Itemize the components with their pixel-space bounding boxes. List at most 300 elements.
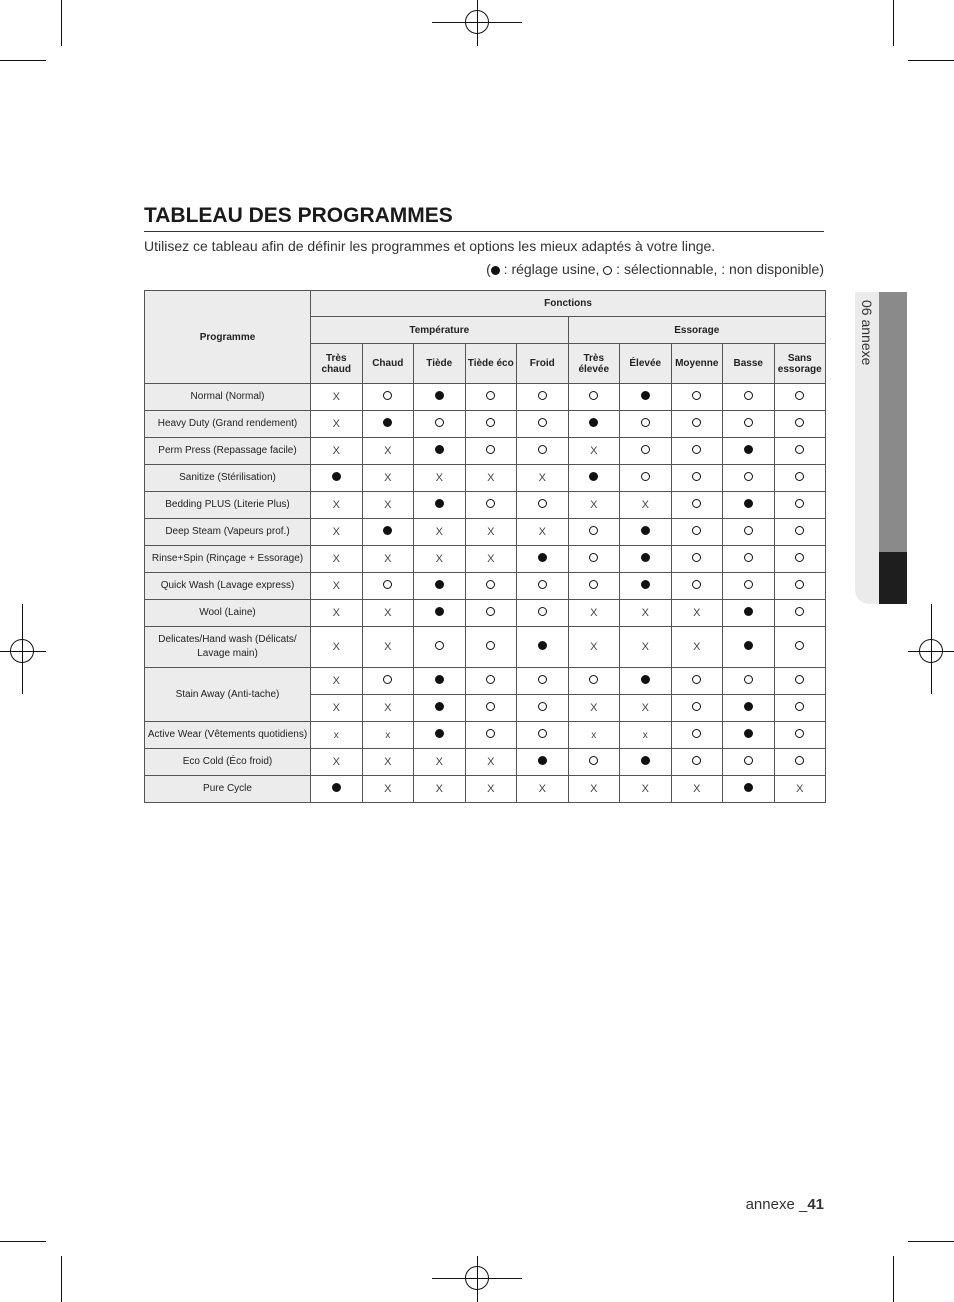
table-row — [145, 573, 826, 600]
option-cell — [671, 695, 723, 722]
option-cell — [311, 465, 363, 492]
option-cell — [671, 668, 723, 695]
option-cell — [671, 627, 723, 668]
cross-mark: X — [332, 675, 340, 687]
header-temp-col: Froid — [517, 344, 569, 384]
cross-mark: X — [384, 472, 392, 484]
open-circle-icon — [795, 756, 804, 765]
programme-name: Heavy Duty (Grand rendement) — [145, 411, 311, 438]
option-cell — [671, 492, 723, 519]
option-cell — [723, 411, 775, 438]
side-tab-marker — [879, 552, 907, 604]
option-cell — [362, 776, 414, 803]
filled-circle-icon — [744, 702, 753, 711]
option-cell — [620, 695, 672, 722]
crop-mark — [0, 60, 46, 61]
programme-name: Quick Wash (Lavage express) — [145, 573, 311, 600]
filled-circle-icon — [641, 526, 650, 535]
option-cell — [671, 600, 723, 627]
programme-name: Stain Away (Anti-tache) — [145, 668, 311, 722]
open-circle-icon — [641, 445, 650, 454]
cross-mark: x — [642, 729, 648, 741]
option-cell — [517, 600, 569, 627]
option-cell — [774, 546, 826, 573]
open-circle-icon — [692, 702, 701, 711]
open-circle-icon — [692, 499, 701, 508]
option-cell — [723, 573, 775, 600]
option-cell — [620, 627, 672, 668]
option-cell — [774, 573, 826, 600]
legend-default-label: : réglage usine, — [499, 261, 604, 277]
option-cell — [517, 776, 569, 803]
filled-circle-icon — [538, 553, 547, 562]
cross-mark: X — [487, 553, 495, 565]
programme-name: Deep Steam (Vapeurs prof.) — [145, 519, 311, 546]
cross-mark: X — [384, 499, 392, 511]
registration-mark — [465, 1266, 489, 1290]
header-spin-col: Moyenne — [671, 344, 723, 384]
programme-name: Delicates/Hand wash (Délicats/ Lavage main) — [145, 627, 311, 668]
cross-mark: x — [385, 729, 391, 741]
open-circle-icon — [692, 553, 701, 562]
programme-name: Sanitize (Stérilisation) — [145, 465, 311, 492]
header-temperature: Température — [311, 317, 569, 344]
filled-circle-icon — [744, 607, 753, 616]
filled-circle-icon — [538, 756, 547, 765]
page-number: 41 — [807, 1196, 824, 1213]
intro-text: Utilisez ce tableau afin de définir les programmes et options les mieux adaptés à votre linge. — [144, 238, 716, 254]
option-cell — [465, 627, 517, 668]
option-cell — [568, 519, 620, 546]
option-cell — [465, 600, 517, 627]
cross-mark: X — [693, 641, 701, 653]
option-cell — [414, 465, 466, 492]
option-cell — [723, 749, 775, 776]
header-temp-col: Très chaud — [311, 344, 363, 384]
open-circle-icon — [744, 553, 753, 562]
open-circle-icon — [538, 729, 547, 738]
cross-mark: X — [332, 553, 340, 565]
option-cell — [774, 668, 826, 695]
open-circle-icon — [795, 675, 804, 684]
open-circle-icon — [383, 580, 392, 589]
open-circle-icon — [692, 729, 701, 738]
option-cell — [414, 546, 466, 573]
side-tab-bar — [879, 292, 907, 552]
option-cell — [311, 438, 363, 465]
open-circle-icon — [692, 675, 701, 684]
crop-mark — [908, 1241, 954, 1242]
header-spin-col: Élevée — [620, 344, 672, 384]
open-circle-icon — [538, 702, 547, 711]
open-circle-icon — [692, 526, 701, 535]
open-circle-icon — [589, 675, 598, 684]
open-circle-icon — [692, 445, 701, 454]
table-row — [145, 438, 826, 465]
option-cell — [774, 492, 826, 519]
table-row — [145, 519, 826, 546]
option-cell — [723, 600, 775, 627]
option-cell — [774, 627, 826, 668]
option-cell — [568, 411, 620, 438]
option-cell — [620, 492, 672, 519]
open-circle-icon — [538, 607, 547, 616]
open-circle-icon — [795, 526, 804, 535]
open-circle-icon — [744, 756, 753, 765]
option-cell — [517, 411, 569, 438]
registration-mark — [10, 639, 34, 663]
open-circle-icon — [538, 391, 547, 400]
option-cell — [362, 749, 414, 776]
option-cell — [414, 600, 466, 627]
option-cell — [620, 600, 672, 627]
option-cell — [620, 411, 672, 438]
option-cell — [671, 722, 723, 749]
option-cell — [311, 627, 363, 668]
option-cell — [311, 600, 363, 627]
filled-circle-icon — [589, 418, 598, 427]
option-cell — [414, 519, 466, 546]
programme-table — [144, 290, 826, 803]
cross-mark: X — [332, 580, 340, 592]
cross-mark: X — [332, 445, 340, 457]
option-cell — [465, 546, 517, 573]
cross-mark: X — [487, 783, 495, 795]
option-cell — [362, 384, 414, 411]
option-cell — [465, 438, 517, 465]
open-circle-icon — [641, 418, 650, 427]
option-cell — [362, 627, 414, 668]
open-circle-icon — [486, 445, 495, 454]
cross-mark: X — [590, 499, 598, 511]
cross-mark: X — [590, 607, 598, 619]
cross-mark: X — [435, 553, 443, 565]
cross-mark: X — [693, 783, 701, 795]
option-cell — [362, 573, 414, 600]
option-cell — [465, 695, 517, 722]
cross-mark: X — [590, 641, 598, 653]
cross-mark: X — [693, 607, 701, 619]
option-cell — [414, 749, 466, 776]
option-cell — [723, 519, 775, 546]
option-cell — [414, 384, 466, 411]
cross-mark: X — [435, 472, 443, 484]
option-cell — [362, 722, 414, 749]
option-cell — [517, 749, 569, 776]
programme-name: Wool (Laine) — [145, 600, 311, 627]
table-row — [145, 411, 826, 438]
option-cell — [620, 384, 672, 411]
filled-circle-icon — [538, 641, 547, 650]
header-temp-col: Tiède — [414, 344, 466, 384]
cross-mark: X — [641, 783, 649, 795]
cross-mark: X — [487, 756, 495, 768]
filled-circle-icon — [641, 580, 650, 589]
crop-mark — [61, 1256, 62, 1302]
option-cell — [311, 695, 363, 722]
cross-mark: X — [487, 472, 495, 484]
cross-mark: X — [641, 499, 649, 511]
cross-mark: X — [332, 526, 340, 538]
option-cell — [465, 411, 517, 438]
option-cell — [774, 438, 826, 465]
open-circle-icon — [486, 499, 495, 508]
open-circle-icon — [538, 580, 547, 589]
option-cell — [465, 573, 517, 600]
option-cell — [414, 492, 466, 519]
header-temp-col: Chaud — [362, 344, 414, 384]
option-cell — [671, 384, 723, 411]
open-circle-icon — [486, 729, 495, 738]
option-cell — [723, 695, 775, 722]
open-circle-icon — [744, 675, 753, 684]
open-circle-icon — [795, 553, 804, 562]
footer-prefix: annexe _ — [745, 1196, 808, 1213]
option-cell — [465, 465, 517, 492]
option-cell — [723, 492, 775, 519]
option-cell — [723, 776, 775, 803]
open-circle-icon — [795, 641, 804, 650]
open-circle-icon — [641, 472, 650, 481]
table-row — [145, 465, 826, 492]
option-cell — [414, 668, 466, 695]
open-circle-icon — [486, 391, 495, 400]
option-cell — [311, 776, 363, 803]
option-cell — [362, 695, 414, 722]
option-cell — [414, 695, 466, 722]
option-cell — [774, 722, 826, 749]
filled-circle-icon — [744, 499, 753, 508]
option-cell — [568, 668, 620, 695]
filled-circle-icon — [435, 391, 444, 400]
option-cell — [517, 627, 569, 668]
programme-table-body — [145, 384, 826, 803]
open-circle-icon — [603, 266, 612, 275]
open-circle-icon — [795, 472, 804, 481]
filled-circle-icon — [332, 783, 341, 792]
open-circle-icon — [589, 391, 598, 400]
open-circle-icon — [744, 391, 753, 400]
option-cell — [465, 722, 517, 749]
header-spin-col: Très élevée — [568, 344, 620, 384]
option-cell — [568, 384, 620, 411]
open-circle-icon — [692, 580, 701, 589]
open-circle-icon — [589, 580, 598, 589]
open-circle-icon — [589, 756, 598, 765]
option-cell — [362, 465, 414, 492]
cross-mark: X — [332, 418, 340, 430]
filled-circle-icon — [744, 445, 753, 454]
option-cell — [723, 668, 775, 695]
cross-mark: X — [435, 526, 443, 538]
cross-mark: X — [384, 702, 392, 714]
cross-mark: x — [333, 729, 339, 741]
open-circle-icon — [692, 472, 701, 481]
option-cell — [723, 384, 775, 411]
open-circle-icon — [486, 418, 495, 427]
filled-circle-icon — [641, 756, 650, 765]
cross-mark: X — [590, 783, 598, 795]
open-circle-icon — [383, 391, 392, 400]
open-circle-icon — [795, 445, 804, 454]
open-circle-icon — [486, 675, 495, 684]
cross-mark: X — [332, 607, 340, 619]
cross-mark: X — [435, 756, 443, 768]
filled-circle-icon — [332, 472, 341, 481]
section-side-tab — [855, 292, 907, 604]
option-cell — [568, 465, 620, 492]
filled-circle-icon — [744, 641, 753, 650]
table-row — [145, 776, 826, 803]
option-cell — [568, 438, 620, 465]
option-cell — [671, 749, 723, 776]
option-cell — [774, 776, 826, 803]
option-cell — [465, 492, 517, 519]
filled-circle-icon — [641, 391, 650, 400]
cross-mark: X — [332, 702, 340, 714]
open-circle-icon — [486, 607, 495, 616]
option-cell — [620, 546, 672, 573]
option-cell — [517, 722, 569, 749]
option-cell — [671, 546, 723, 573]
programme-name: Eco Cold (Éco froid) — [145, 749, 311, 776]
option-cell — [620, 776, 672, 803]
filled-circle-icon — [744, 783, 753, 792]
header-functions: Fonctions — [311, 291, 826, 317]
option-cell — [517, 695, 569, 722]
open-circle-icon — [538, 675, 547, 684]
option-cell — [723, 627, 775, 668]
cross-mark: X — [384, 783, 392, 795]
option-cell — [414, 573, 466, 600]
filled-circle-icon — [589, 472, 598, 481]
header-programme: Programme — [145, 291, 311, 384]
table-row — [145, 492, 826, 519]
option-cell — [311, 546, 363, 573]
cross-mark: X — [384, 641, 392, 653]
option-cell — [517, 546, 569, 573]
option-cell — [723, 465, 775, 492]
option-cell — [465, 384, 517, 411]
option-cell — [671, 438, 723, 465]
option-cell — [362, 438, 414, 465]
header-temp-col: Tiède éco — [465, 344, 517, 384]
option-cell — [774, 600, 826, 627]
filled-circle-icon — [383, 418, 392, 427]
cross-mark: X — [590, 445, 598, 457]
cross-mark: X — [796, 783, 804, 795]
option-cell — [311, 749, 363, 776]
open-circle-icon — [744, 472, 753, 481]
table-row — [145, 722, 826, 749]
option-cell — [671, 465, 723, 492]
option-cell — [414, 438, 466, 465]
option-cell — [517, 573, 569, 600]
header-spin-col: Sans essorage — [774, 344, 826, 384]
filled-circle-icon — [435, 607, 444, 616]
filled-circle-icon — [435, 675, 444, 684]
table-row — [145, 384, 826, 411]
option-cell — [774, 465, 826, 492]
option-cell — [414, 411, 466, 438]
option-cell — [311, 573, 363, 600]
open-circle-icon — [795, 607, 804, 616]
option-cell — [311, 411, 363, 438]
open-circle-icon — [435, 641, 444, 650]
option-cell — [671, 411, 723, 438]
registration-mark — [919, 639, 943, 663]
cross-mark: X — [332, 499, 340, 511]
crop-mark — [893, 1256, 894, 1302]
header-spin-col: Basse — [723, 344, 775, 384]
option-cell — [774, 411, 826, 438]
option-cell — [362, 492, 414, 519]
option-cell — [414, 722, 466, 749]
open-circle-icon — [383, 675, 392, 684]
cross-mark: X — [538, 526, 546, 538]
open-circle-icon — [795, 729, 804, 738]
option-cell — [311, 722, 363, 749]
option-cell — [620, 573, 672, 600]
crop-mark — [61, 0, 62, 46]
option-cell — [568, 492, 620, 519]
option-cell — [620, 519, 672, 546]
option-cell — [311, 519, 363, 546]
open-circle-icon — [486, 641, 495, 650]
cross-mark: X — [435, 783, 443, 795]
option-cell — [620, 438, 672, 465]
open-circle-icon — [744, 526, 753, 535]
filled-circle-icon — [641, 553, 650, 562]
option-cell — [568, 722, 620, 749]
cross-mark: X — [384, 445, 392, 457]
side-tab-label: 06 annexe — [859, 300, 875, 366]
open-circle-icon — [486, 580, 495, 589]
option-cell — [568, 776, 620, 803]
open-circle-icon — [795, 418, 804, 427]
option-cell — [568, 573, 620, 600]
option-cell — [620, 749, 672, 776]
crop-mark — [893, 0, 894, 46]
option-cell — [568, 627, 620, 668]
filled-circle-icon — [641, 675, 650, 684]
filled-circle-icon — [435, 499, 444, 508]
table-row — [145, 600, 826, 627]
option-cell — [671, 573, 723, 600]
open-circle-icon — [589, 526, 598, 535]
option-cell — [774, 695, 826, 722]
table-row — [145, 668, 826, 695]
open-circle-icon — [692, 418, 701, 427]
filled-circle-icon — [435, 445, 444, 454]
programme-name: Active Wear (Vêtements quotidiens) — [145, 722, 311, 749]
cross-mark: X — [538, 472, 546, 484]
option-cell — [465, 668, 517, 695]
filled-circle-icon — [383, 526, 392, 535]
option-cell — [465, 749, 517, 776]
option-cell — [517, 668, 569, 695]
option-cell — [568, 546, 620, 573]
option-cell — [465, 776, 517, 803]
cross-mark: X — [641, 702, 649, 714]
table-row — [145, 627, 826, 668]
open-circle-icon — [744, 418, 753, 427]
option-cell — [671, 519, 723, 546]
open-circle-icon — [795, 499, 804, 508]
programme-name: Normal (Normal) — [145, 384, 311, 411]
option-cell — [723, 546, 775, 573]
option-cell — [568, 749, 620, 776]
